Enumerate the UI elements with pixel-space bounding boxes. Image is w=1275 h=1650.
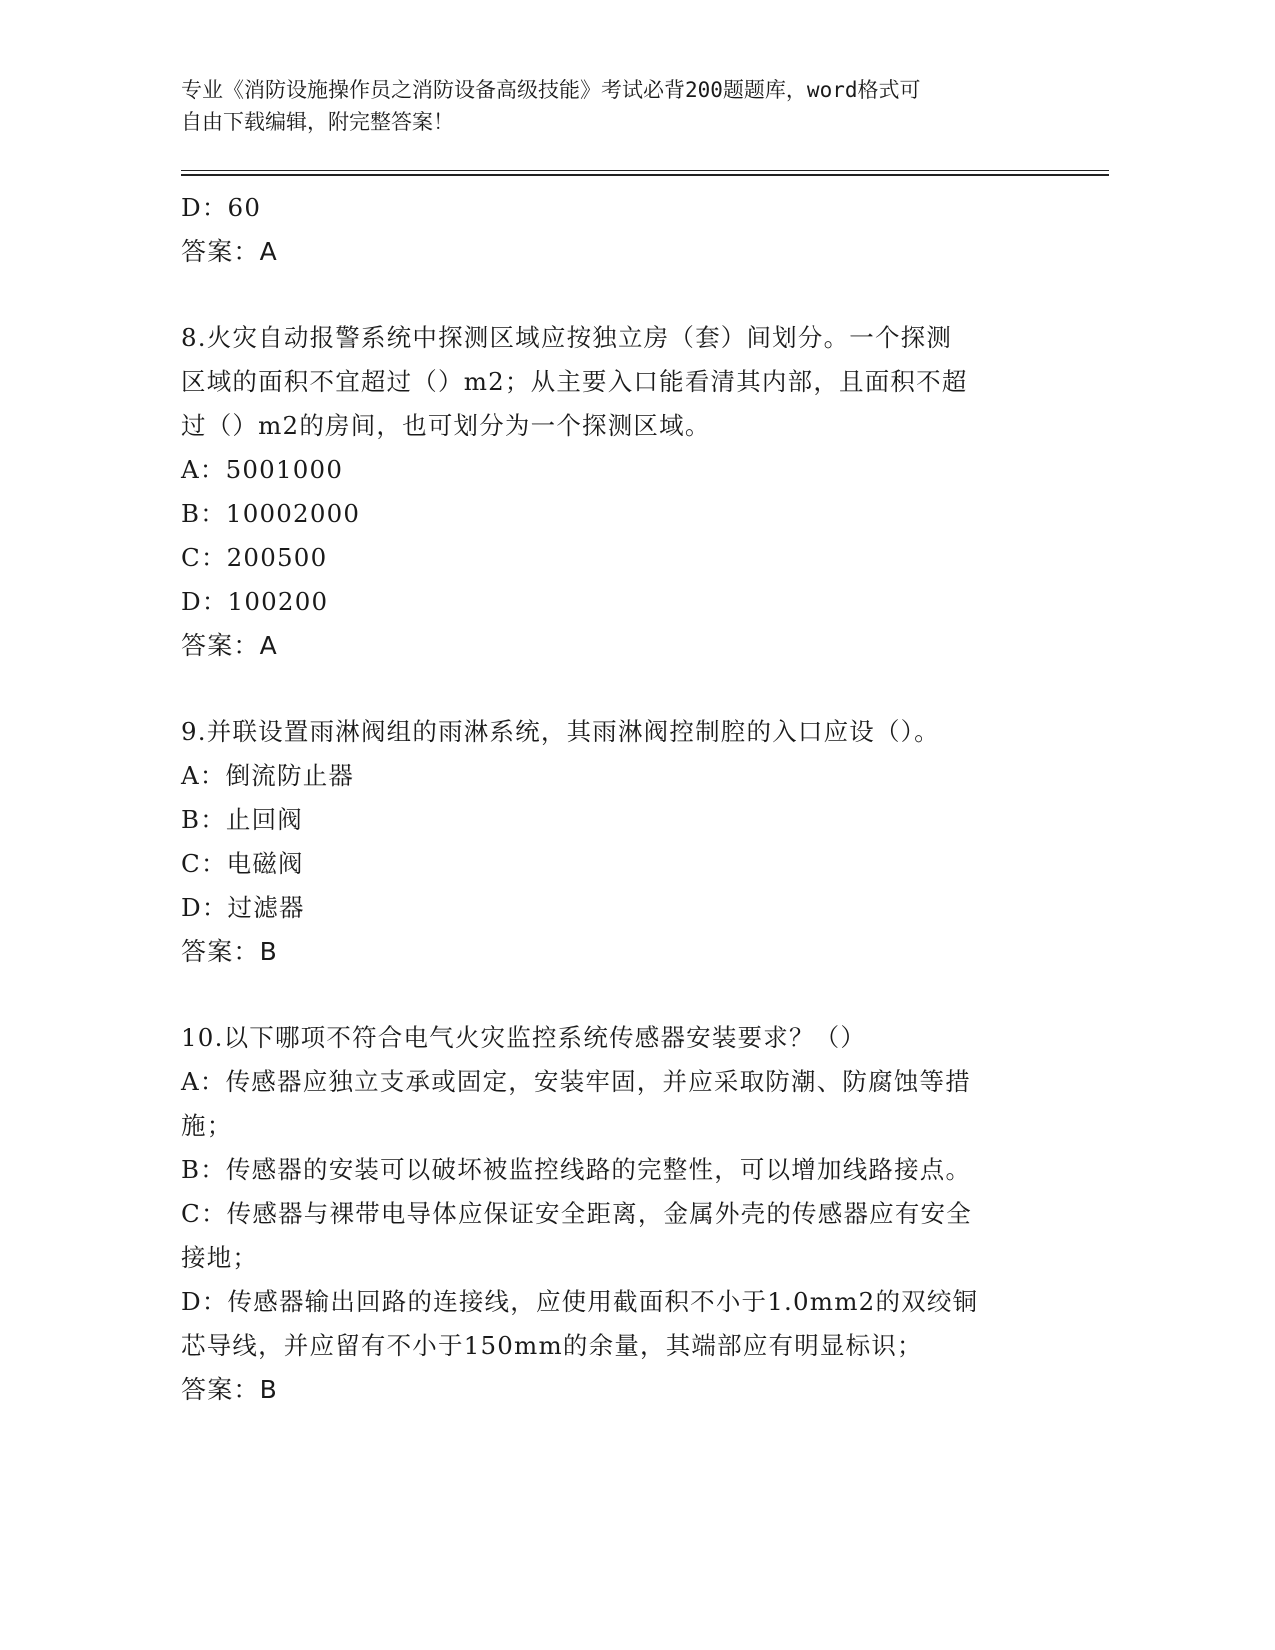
header-rule-thick: [181, 174, 1109, 176]
option-a: A：倒流防止器: [181, 761, 355, 790]
option-a: A：传感器应独立支承或固定，安装牢固，并应采取防潮、防腐蚀等措: [181, 1067, 971, 1096]
option-d-continued: 芯导线，并应留有不小于150mm的余量，其端部应有明显标识；: [181, 1331, 923, 1360]
header-line-1: 专业《消防设施操作员之消防设备高级技能》考试必背200题题库，word格式可: [181, 78, 921, 102]
question-text-line: 9.并联设置雨淋阀组的雨淋系统，其雨淋阀控制腔的入口应设（）。: [181, 717, 940, 746]
option-b: B：10002000: [181, 499, 361, 528]
header-rule-thin: [181, 170, 1109, 171]
option-a-continued: 施；: [181, 1111, 233, 1140]
question-10: [181, 1016, 1061, 1412]
question-8: [181, 316, 1061, 668]
option-d: D：传感器输出回路的连接线，应使用截面积不小于1.0mm2的双绞铜: [181, 1287, 979, 1316]
option-c: C：传感器与裸带电导体应保证安全距离，金属外壳的传感器应有安全: [181, 1199, 972, 1228]
option-a: A：5001000: [181, 455, 344, 484]
answer: 答案：A: [181, 631, 278, 660]
header-line-2: 自由下载编辑，附完整答案！: [181, 110, 454, 134]
answer: 答案：B: [181, 1375, 278, 1404]
option-c: C：200500: [181, 543, 328, 572]
option-b: B：传感器的安装可以破坏被监控线路的完整性，可以增加线路接点。: [181, 1155, 972, 1184]
spacer: [181, 274, 1061, 316]
question-text-line: 区域的面积不宜超过（）m2；从主要入口能看清其内部，且面积不超: [181, 367, 968, 396]
question-text-line: 10.以下哪项不符合电气火灾监控系统传感器安装要求？（）: [181, 1023, 867, 1052]
document-body: [181, 186, 1061, 1412]
prev-answer: 答案：A: [181, 237, 278, 266]
question-9: [181, 710, 1061, 974]
option-d: D：过滤器: [181, 893, 305, 922]
spacer: [181, 974, 1061, 1016]
option-d: D：100200: [181, 587, 329, 616]
question-text-line: 过（）m2的房间，也可划分为一个探测区域。: [181, 411, 711, 440]
answer: 答案：B: [181, 937, 278, 966]
question-text-line: 8.火灾自动报警系统中探测区域应按独立房（套）间划分。一个探测: [181, 323, 953, 352]
spacer: [181, 668, 1061, 710]
option-b: B：止回阀: [181, 805, 304, 834]
prev-option-d: D：60: [181, 193, 262, 222]
option-c: C：电磁阀: [181, 849, 304, 878]
page-header: [181, 74, 1041, 138]
option-c-continued: 接地；: [181, 1243, 259, 1272]
